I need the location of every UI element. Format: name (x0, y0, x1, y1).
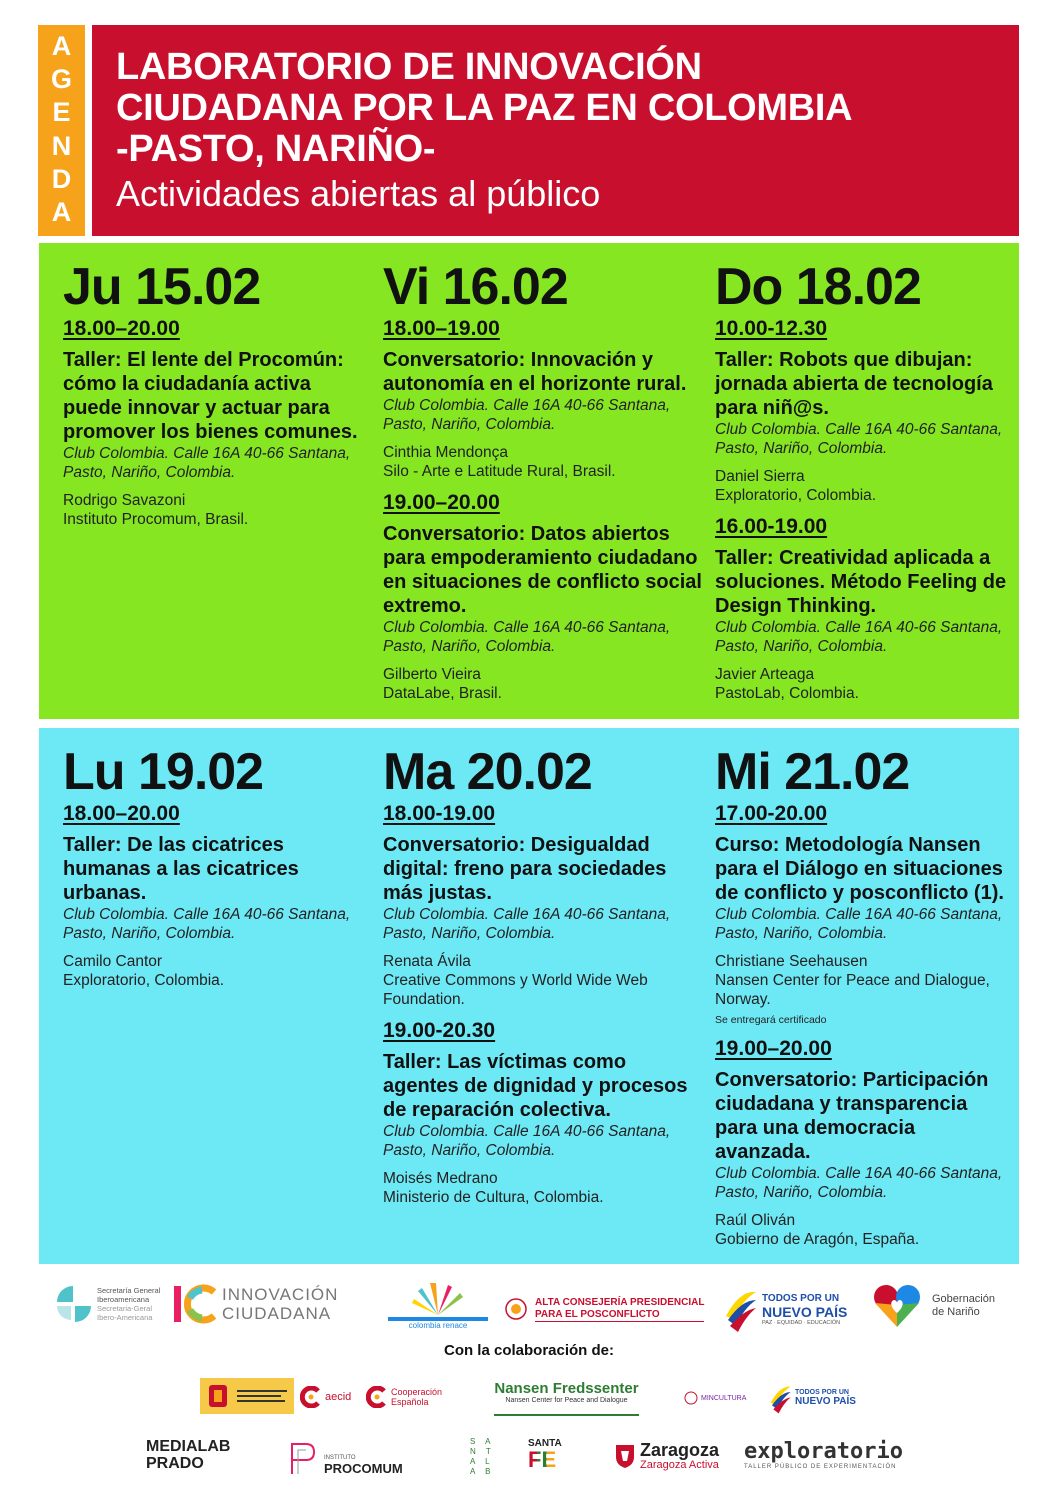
event-time: 10.00-12.30 (715, 317, 828, 340)
day-heading: Mi 21.02 (715, 743, 910, 801)
event-title: Conversatorio: Innovación y autonomía en el horizonte rural. (383, 349, 687, 395)
agenda-letter: N (51, 130, 72, 161)
event-title: Conversatorio: Participación ciudadana y transparencia para una democracia avanzada. (715, 1069, 989, 1163)
segib-text: Ibero-Americana (97, 1313, 153, 1322)
event-org: Instituto Procomum, Brasil. (63, 511, 249, 528)
exploratorio-logo (744, 1440, 916, 1476)
event-speaker: Gilberto Vieira (383, 666, 481, 683)
nansen-logo (494, 1380, 639, 1416)
todos-text: TODOS POR UN (762, 1292, 840, 1304)
event-time: 16.00-19.00 (715, 515, 828, 538)
event-org: PastoLab, Colombia. (715, 685, 859, 702)
event-speaker: Moisés Medrano (383, 1170, 498, 1187)
event-org: Ministerio de Cultura, Colombia. (383, 1189, 604, 1206)
event-title: Conversatorio: Desigualdad digital: freno para sociedades más justas. (383, 834, 667, 904)
event-place: Club Colombia. Calle 16A 40-66 Santana, Pasto, Nariño, Colombia. (63, 445, 351, 481)
event-speaker: Javier Arteaga (715, 666, 815, 683)
event-title: Taller: Robots que dibujan: jornada abierta de tecnología para niñ@s. (715, 349, 993, 419)
day-heading: Lu 19.02 (63, 743, 264, 801)
event-place: Club Colombia. Calle 16A 40-66 Santana, Pasto, Nariño, Colombia. (383, 906, 671, 942)
page-subtitle: Actividades abiertas al público (116, 173, 601, 214)
todos-por-un-nuevo-pais-logo (722, 1283, 852, 1335)
todos-text: TODOS POR UN (795, 1389, 849, 1396)
cooperacion-text: Española (391, 1397, 429, 1407)
event-time: 19.00–20.00 (715, 1037, 832, 1060)
aecid-logo (300, 1380, 358, 1414)
agenda-letter: D (51, 163, 72, 194)
event-place: Club Colombia. Calle 16A 40-66 Santana, Pasto, Nariño, Colombia. (715, 906, 1003, 942)
alta-consejeria-logo (505, 1294, 705, 1324)
alta-consejeria-text: ALTA CONSEJERÍA PRESIDENCIAL (535, 1296, 705, 1308)
medialab-text: MEDIALAB (146, 1438, 231, 1455)
event-org: Nansen Center for Peace and Dialogue, Norway. (715, 972, 990, 1008)
agenda-letter: A (51, 196, 72, 227)
event-place: Club Colombia. Calle 16A 40-66 Santana, Pasto, Nariño, Colombia. (383, 619, 671, 655)
colombia-flag-swoosh-icon (722, 1286, 758, 1332)
santafe-text: FE (528, 1447, 557, 1472)
event-speaker: Cinthia Mendonça (383, 444, 508, 461)
event-time: 17.00-20.00 (715, 802, 828, 825)
page-header (92, 25, 1019, 236)
day-heading: Do 18.02 (715, 258, 921, 316)
ic-text: INNOVACIÓN CIUDADANA (222, 1285, 339, 1323)
cooperacion-text: Cooperación (391, 1387, 443, 1397)
todos-text: NUEVO PAÍS (795, 1396, 856, 1407)
heart-icon (872, 1283, 922, 1329)
event-place: Club Colombia. Calle 16A 40-66 Santana, Pasto, Nariño, Colombia. (715, 619, 1003, 655)
procomum-text: INSTITUTO (324, 1454, 356, 1461)
nansen-subtext: Nansen Center for Peace and Dialogue (505, 1397, 628, 1404)
page-title-line1: LABORATORIO DE INNOVACIÓN (116, 46, 702, 88)
exploratorio-text: exploratorio (744, 1439, 903, 1464)
day-heading: Ju 15.02 (63, 258, 261, 316)
day-column (63, 258, 363, 529)
cooperacion-icon (366, 1386, 388, 1408)
event-time: 18.00-19.00 (383, 802, 496, 825)
event-time: 19.00–20.00 (383, 491, 500, 514)
event-title: Taller: Las víctimas como agentes de dignidad y procesos de reparación colectiva. (383, 1051, 688, 1121)
segib-logo (55, 1282, 165, 1326)
day-column (383, 743, 703, 1207)
santalab-text: S A N T A L A B (470, 1437, 495, 1476)
santalab-logo (470, 1436, 510, 1478)
day-heading: Vi 16.02 (383, 258, 568, 316)
santa-fe-logo (528, 1438, 572, 1476)
procomum-icon (288, 1440, 318, 1476)
event-time: 18.00–20.00 (63, 317, 180, 340)
event-speaker: Christiane Seehausen (715, 953, 868, 970)
ministerio-exteriores-logo (200, 1378, 294, 1414)
event-title: Taller: De las cicatrices humanas a las cicatrices urbanas. (63, 834, 299, 904)
week2-panel (39, 728, 1019, 1264)
segib-text: Secretaria-Geral (97, 1304, 153, 1313)
medialab-prado-logo (146, 1438, 246, 1474)
agenda-letter: E (52, 97, 71, 128)
agenda-letter: A (51, 31, 72, 61)
alta-consejeria-text: PARA EL POSCONFLICTO (535, 1308, 660, 1320)
zaragoza-lion-icon (614, 1443, 636, 1469)
instituto-procomum-logo (288, 1438, 428, 1478)
event-speaker: Rodrigo Savazoni (63, 492, 186, 509)
event-speaker: Raúl Oliván (715, 1212, 796, 1229)
ic-icon (172, 1284, 218, 1324)
cooperacion-espanola-logo (366, 1380, 446, 1414)
gobernacion-narino-logo (872, 1282, 1012, 1330)
todos-text: NUEVO PAÍS (762, 1303, 848, 1320)
aecid-icon (300, 1386, 322, 1408)
event-time: 18.00–20.00 (63, 802, 180, 825)
segib-text: Iberoamericana (97, 1295, 150, 1304)
event-title: Taller: El lente del Procomún: cómo la ciudadanía activa puede innovar y actuar para promover los bienes comunes. (63, 349, 358, 443)
event-org: DataLabe, Brasil. (383, 685, 502, 702)
event-org: Exploratorio, Colombia. (715, 487, 877, 504)
segib-icon (55, 1286, 91, 1322)
event-title: Conversatorio: Datos abiertos para empoderamiento ciudadano en situaciones de conflicto social extremo. (383, 523, 702, 617)
event-place: Club Colombia. Calle 16A 40-66 Santana, Pasto, Nariño, Colombia. (715, 421, 1003, 457)
event-org: Gobierno de Aragón, España. (715, 1231, 920, 1248)
mincultura-text: MINCULTURA (701, 1394, 747, 1402)
medialab-text: PRADO (146, 1455, 204, 1472)
event-time: 18.00–19.00 (383, 317, 500, 340)
event-org: Silo - Arte e Latitude Rural, Brasil. (383, 463, 616, 480)
page-title-line3: -PASTO, NARIÑO- (116, 128, 436, 170)
day-column (715, 743, 1015, 1249)
page-title-line2: CIUDADANA POR LA PAZ EN COLOMBIA (116, 87, 853, 129)
event-org: Exploratorio, Colombia. (63, 972, 225, 989)
day-column (715, 258, 1015, 703)
narino-text: de Nariño (932, 1306, 980, 1318)
event-title: Taller: Creatividad aplicada a soluciones. Método Feeling de Design Thinking. (715, 547, 1007, 617)
innovacion-ciudadana-logo (172, 1282, 367, 1326)
event-place: Club Colombia. Calle 16A 40-66 Santana, Pasto, Nariño, Colombia. (383, 1123, 671, 1159)
colombia-seal-icon (505, 1298, 527, 1320)
week1-panel (39, 243, 1019, 719)
spain-coat-of-arms-icon (203, 1381, 233, 1411)
colombia-seal-icon (684, 1391, 698, 1405)
zaragoza-logo (614, 1436, 738, 1476)
agenda-tab (38, 25, 85, 236)
santafe-text: SANTA (528, 1438, 562, 1449)
exploratorio-subtext: TALLER PÚBLICO DE EXPERIMENTACIÓN (744, 1464, 897, 1470)
event-time: 19.00-20.30 (383, 1019, 496, 1042)
certificate-note: Se entregará certificado (715, 1014, 827, 1026)
aecid-text: aecid (325, 1391, 352, 1403)
todos-por-un-nuevo-pais-small-logo (768, 1378, 863, 1418)
mincultura-logo (684, 1388, 762, 1408)
nansen-text: Nansen Fredssenter (494, 1380, 639, 1397)
todos-text: PAZ · EQUIDAD · EDUCACIÓN (762, 1319, 841, 1326)
event-place: Club Colombia. Calle 16A 40-66 Santana, Pasto, Nariño, Colombia. (715, 1165, 1003, 1201)
day-heading: Ma 20.02 (383, 743, 592, 801)
zaragoza-text: Zaragoza Activa (640, 1459, 719, 1471)
colombia-renace-text: colombia renace (408, 1321, 468, 1330)
colombia-renace-logo (382, 1278, 494, 1330)
segib-text: Secretaría General (97, 1286, 161, 1295)
event-speaker: Daniel Sierra (715, 468, 805, 485)
event-place: Club Colombia. Calle 16A 40-66 Santana, Pasto, Nariño, Colombia. (383, 397, 671, 433)
day-column (63, 743, 363, 990)
collaboration-label: Con la colaboración de: (443, 1342, 615, 1359)
colombia-renace-icon (408, 1281, 468, 1315)
event-org: Creative Commons y World Wide Web Foundation. (383, 972, 648, 1008)
day-column (383, 258, 703, 703)
colombia-flag-swoosh-icon (768, 1382, 792, 1414)
event-speaker: Renata Ávila (383, 953, 471, 970)
event-place: Club Colombia. Calle 16A 40-66 Santana, Pasto, Nariño, Colombia. (63, 906, 351, 942)
narino-text: Gobernación (932, 1293, 995, 1305)
procomum-text: PROCOMUM (324, 1460, 403, 1476)
event-title: Curso: Metodología Nansen para el Diálogo en situaciones de conflicto y posconflicto (1). (715, 834, 1004, 904)
zaragoza-text: Zaragoza (640, 1440, 720, 1460)
event-speaker: Camilo Cantor (63, 953, 163, 970)
agenda-letter: G (50, 64, 72, 95)
